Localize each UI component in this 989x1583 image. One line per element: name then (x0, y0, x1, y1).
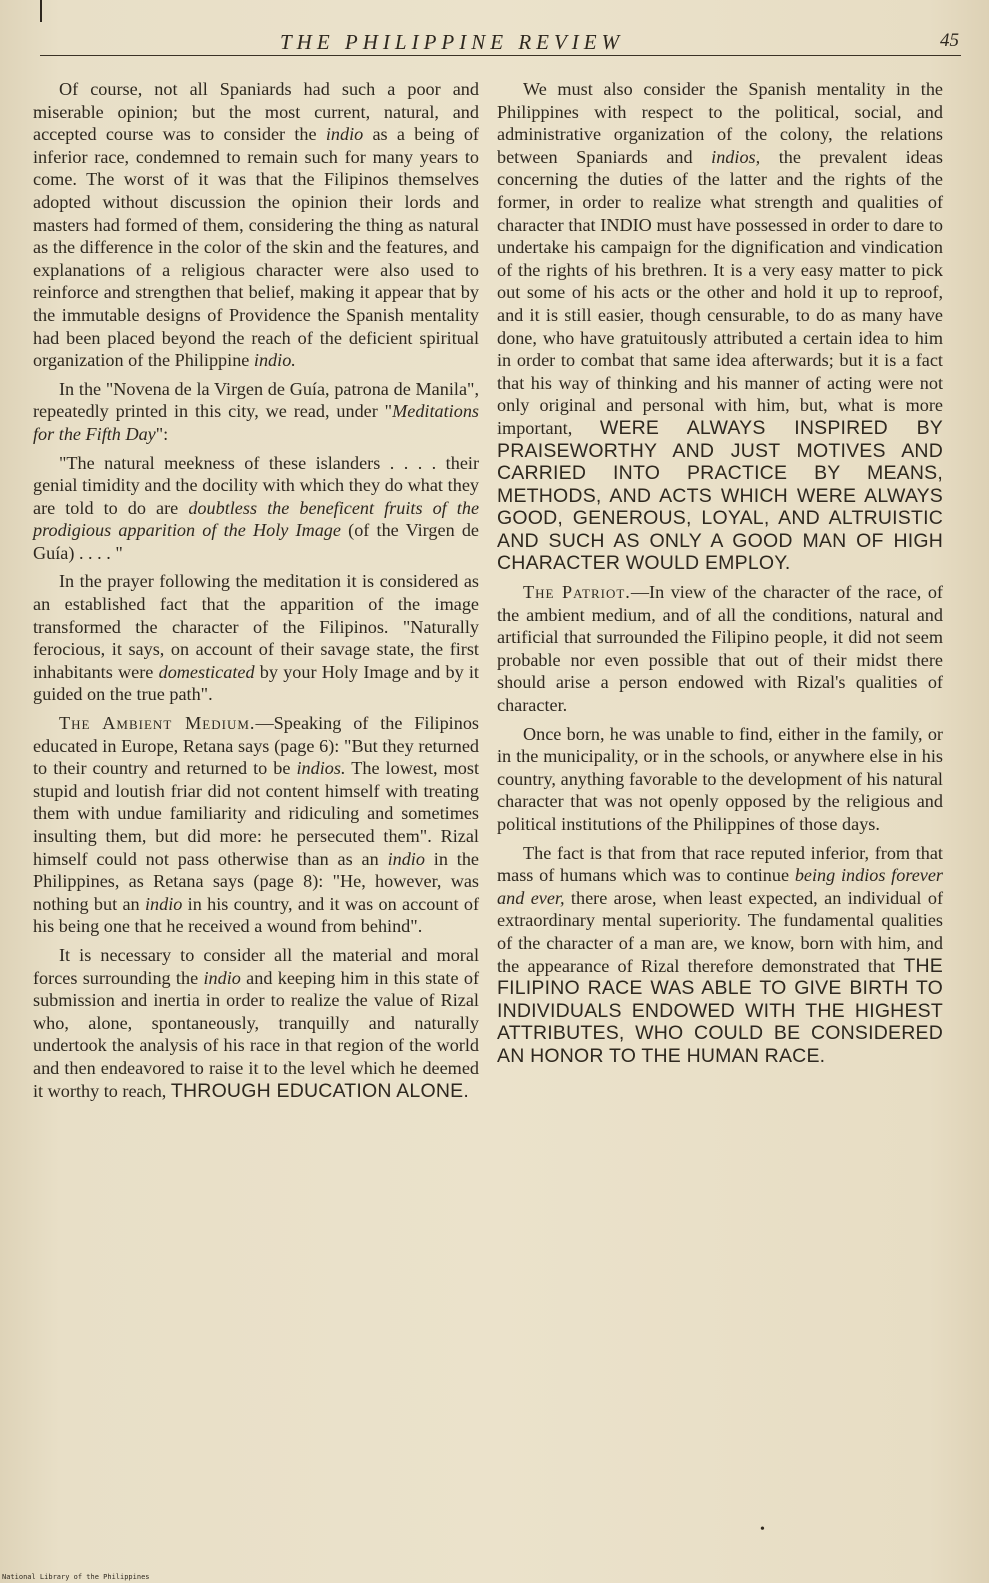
paragraph: In the "Novena de la Virgen de Guía, patrona de Manila", repeatedly printed in this city, we read, under "Meditations for the Fifth Day": (33, 378, 479, 444)
bullet-mark: • (760, 1522, 765, 1537)
paragraph: The fact is that from that race reputed inferior, from that mass of humans which was to continue being indios forever and ever, there arose, when least expected, an individual of extraordinary mental superiority. The fundamental qualities of the character of a man are, we know, born with him, and the appearance of Rizal therefore demonstrated that THE FILIPINO RACE WAS ABLE TO GIVE BIRTH TO INDIVIDUALS ENDOWED WITH THE HIGHEST ATTRIBUTES, WHO COULD BE CONSIDERED AN HONOR TO THE HUMAN RACE. (497, 842, 944, 1067)
library-credit: National Library of the Philippines (2, 1573, 150, 1581)
header-rule (40, 55, 961, 56)
section-heading: The Patriot. (523, 582, 631, 603)
section-ambient-medium: The Ambient Medium.—Speaking of the Filipinos educated in Europe, Retana says (page 6): "But they returned to their country and returned to be indios. The lowest, most stupid and loutish friar did not content himself with treating them with undue familiarity and ridiculing and sometimes insulting them, but did more: he persecuted them". Rizal himself could not pass otherwise than as an indio in the Philippines, as Retana says (page 8): "He, however, was nothing but an indio in his country, and it was on account of his being one that he received a wound from behind". (33, 713, 480, 937)
emphasis-caps: WERE ALWAYS INSPIRED BY PRAISEWORTHY AND JUST MOTIVES AND CARRIED INTO PRACTICE BY MEANS, METHODS, AND ACTS WHICH WERE ALWAYS GOOD, GENEROUS, LOYAL, AND ALTRUISTIC AND SUCH AS ONLY A GOOD MAN OF HIGH CHARACTER WOULD EMPLOY. (497, 416, 943, 575)
paragraph: It is necessary to consider all the material and moral forces surrounding the indio and keeping him in this state of submission and inertia in order to realize the value of Rizal who, alone, spontaneously, tranquilly and naturally undertook the analysis of his race in that region of the world and then endeavored to raise it to the level which he deemed it worthy to reach, THROUGH EDUCATION ALONE. (33, 944, 480, 1102)
paragraph: Of course, not all Spaniards had such a poor and miserable opinion; but the most current, natural, and accepted course was to consider the indio as a being of inferior race, condemned to remain such for many years to come. The worst of it was that the Filipinos themselves adopted without discussion the opinion their lords and masters had formed of them, considering the thing as natural as the difference in the color of the skin and the features, and explanations of a religious character were also used to reinforce and strengthen that belief, making it appear that by the immutable designs of Providence the Spanish mentality had been placed beyond the reach of the deficient spiritual organization of the Philippine indio. (33, 79, 479, 371)
running-title: THE PHILIPPINE REVIEW (280, 30, 625, 54)
running-header (40, 26, 969, 56)
paragraph: Once born, he was unable to find, either in the family, or in the municipality, or in the schools, or anywhere else in his country, anything favorable to the development of his natural character that was not openly opposed by the religious and political institutions of the Philippines of those days. (497, 723, 943, 834)
right-column (497, 78, 943, 1074)
paragraph: We must also consider the Spanish mentality in the Philippines with respect to the political, social, and administrative organization of the colony, the relations between Spaniards and indios, the prevalent ideas concerning the duties of the latter and the rights of the former, in order to realize what strength and qualities of character that INDIO must have possessed in order to dare to undertake his campaign for the dignification and vindication of the rights of his brethren. It is a very easy matter to pick out some of his acts or the other and hold it up to reproof, and it is still easier, though censurable, to do as many have done, who have gratuitously attributed a certain idea to him in order to combat that same idea afterwards; but it is a fact that his way of thinking and his manner of acting were not only original and personal with him, but, what is more important, WERE ALWAYS INSPIRED BY PRAISEWORTHY AND JUST MOTIVES AND CARRIED INTO PRACTICE BY MEANS, METHODS, AND ACTS WHICH WERE ALWAYS GOOD, GENEROUS, LOYAL, AND ALTRUISTIC AND SUCH AS ONLY A GOOD MAN OF HIGH CHARACTER WOULD EMPLOY. (497, 79, 943, 575)
section-patriot: The Patriot.—In view of the character of the race, of the ambient medium, and of all the conditions, natural and artificial that surrounded the Filipino people, it did not seem probable nor even possible that out of their midst there should arise a person endowed with Rizal's qualities of character. (497, 582, 943, 716)
margin-mark (40, 0, 42, 22)
page-number: 45 (940, 30, 959, 51)
left-column (33, 78, 479, 1108)
emphasis-caps: THROUGH EDUCATION ALONE. (170, 1079, 469, 1102)
section-heading: The Ambient Medium. (59, 713, 256, 734)
emphasis-caps: THE FILIPINO RACE WAS ABLE TO GIVE BIRTH TO INDIVIDUALS ENDOWED WITH THE HIGHEST ATTRIBUTES, WHO COULD BE CONSIDERED AN HONOR TO THE HUMAN RACE. (497, 954, 944, 1067)
quotation: "The natural meekness of these islanders . . . . their genial timidity and the docility with which they do what they are told to do are doubtless the beneficent fruits of the prodigious apparition of the Holy Image (of the Virgen de Guía) . . . . " (33, 452, 480, 563)
paragraph: In the prayer following the meditation it is considered as an established fact that the apparition of the image transformed the character of the Filipinos. "Naturally ferocious, it says, on account of their savage state, the first inhabitants were domesticated by your Holy Image and by it guided on the true path". (33, 571, 479, 705)
